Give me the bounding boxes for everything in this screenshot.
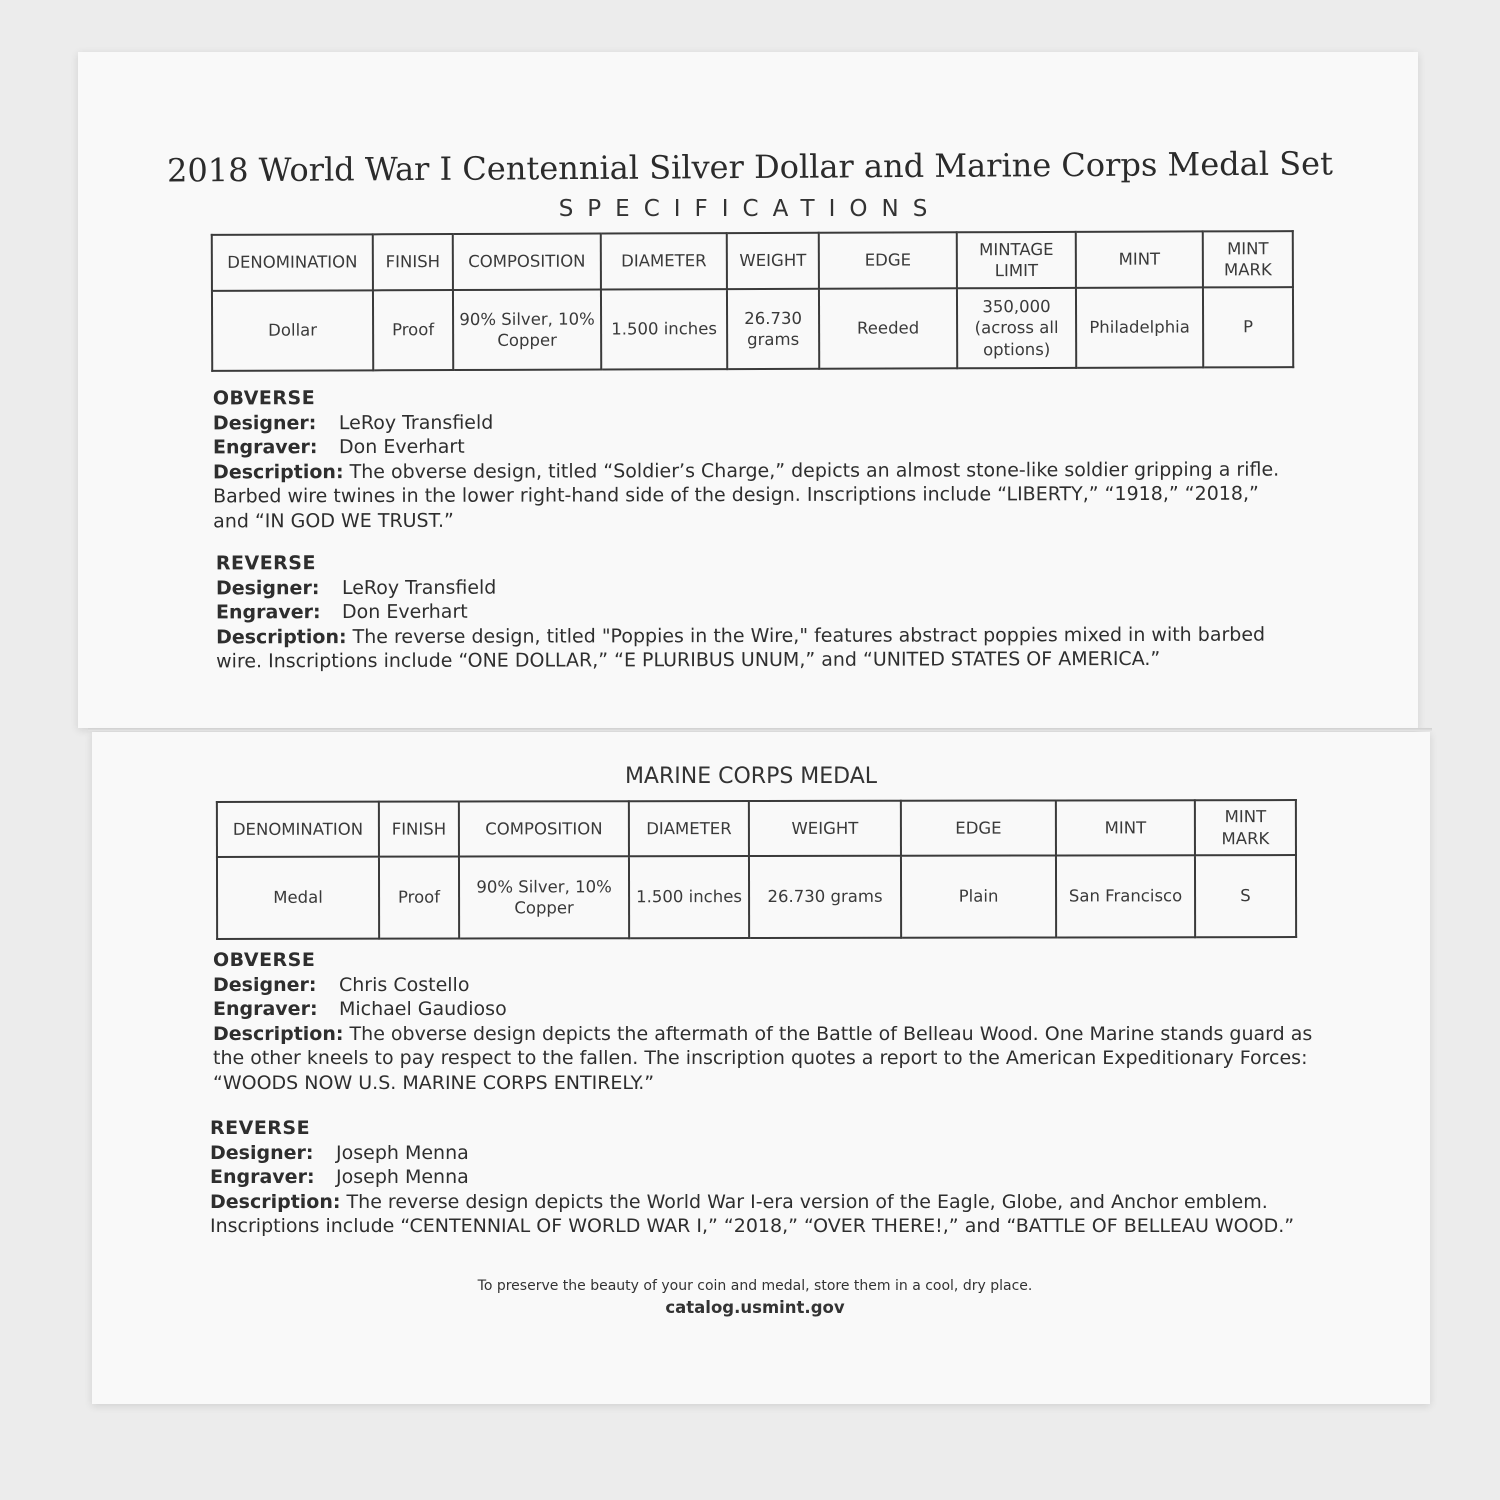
engraver-name: Joseph Menna <box>336 1166 469 1188</box>
header-cell: FINISH <box>379 802 459 857</box>
description <box>213 457 1293 533</box>
header-cell: COMPOSITION <box>453 234 601 291</box>
designer-name: Joseph Menna <box>336 1141 469 1164</box>
description-label: Description: <box>213 460 344 483</box>
value-cell: 90% Silver, 10% Copper <box>453 290 601 371</box>
value-cell: 1.500 inches <box>629 856 749 938</box>
header-cell: EDGE <box>819 232 957 288</box>
table-row <box>212 287 1293 371</box>
coin-reverse-section <box>216 549 1276 674</box>
document-title: 2018 World War I Centennial Silver Dollar and Marine Corps Medal Set <box>167 144 1333 190</box>
value-cell: 90% Silver, 10% Copper <box>459 856 629 938</box>
medal-obverse-section <box>213 948 1313 1095</box>
value-cell: 1.500 inches <box>601 289 727 369</box>
header-cell: EDGE <box>901 800 1056 855</box>
value-cell: Philadelphia <box>1076 287 1203 367</box>
care-note: To preserve the beauty of your coin and medal, store them in a cool, dry place. <box>477 1278 1033 1294</box>
header-cell: DENOMINATION <box>212 234 373 291</box>
section-heading: OBVERSE <box>213 949 316 971</box>
section-heading: OBVERSE <box>212 387 316 410</box>
header-cell: MINT <box>1056 800 1195 855</box>
description <box>213 1022 1313 1096</box>
header-cell: MINT MARK <box>1195 800 1296 855</box>
header-cell: COMPOSITION <box>459 801 629 856</box>
designer-name: LeRoy Transfield <box>341 576 497 599</box>
header-cell: DENOMINATION <box>217 802 379 857</box>
designer-row <box>213 973 1313 998</box>
designer-name: LeRoy Transfield <box>338 411 494 434</box>
fold-line <box>88 728 1432 731</box>
medal-reverse-section <box>210 1116 1310 1239</box>
designer-label: Designer: <box>212 411 317 434</box>
value-cell: 26.730 grams <box>727 289 819 369</box>
header-cell: WEIGHT <box>727 233 819 289</box>
value-cell: San Francisco <box>1056 855 1195 937</box>
designer-label: Designer: <box>210 1141 314 1164</box>
value-cell: Proof <box>373 290 453 370</box>
designer-name: Chris Costello <box>339 973 470 996</box>
header-cell: MINT MARK <box>1203 231 1293 287</box>
table-header-row <box>217 800 1296 857</box>
coin-obverse-section <box>213 384 1293 534</box>
medal-spec-table <box>216 799 1297 940</box>
section-heading: REVERSE <box>210 1117 311 1139</box>
engraver-label: Engraver: <box>215 601 321 624</box>
value-cell: Dollar <box>212 290 373 371</box>
value-cell: 350,000 (across all options) <box>957 288 1076 368</box>
engraver-name: Don Everhart <box>338 435 465 459</box>
value-cell: Proof <box>379 857 459 939</box>
table-header-row <box>212 231 1293 291</box>
engraver-label: Engraver: <box>213 998 318 1020</box>
value-cell: Reeded <box>819 288 957 368</box>
header-cell: DIAMETER <box>601 233 727 289</box>
designer-label: Designer: <box>215 576 320 599</box>
description <box>210 1190 1310 1239</box>
table-row <box>217 855 1296 939</box>
website-url: catalog.usmint.gov <box>665 1298 845 1317</box>
description-text: The reverse design depicts the World War I-era version of the Eagle, Globe, and Anchor emblem. Inscriptions include “CENTENNIAL OF WORLD WAR I,” “2018,” “OVER THERE!,” and “BATTLE OF BELLEAU WOOD.” <box>210 1190 1295 1237</box>
value-cell: Plain <box>901 855 1056 937</box>
designer-label: Designer: <box>213 973 317 996</box>
header-cell: FINISH <box>373 234 453 290</box>
engraver-label: Engraver: <box>212 436 318 459</box>
engraver-name: Michael Gaudioso <box>339 998 507 1020</box>
description-text: The obverse design depicts the aftermath of the Battle of Belleau Wood. One Marine stands guard as the other kneels to pay respect to the fallen. The inscription quotes a report to the American Expeditionary Forces: “WOODS NOW U.S. MARINE CORPS ENTIRELY.” <box>213 1022 1313 1094</box>
coin-spec-table <box>211 230 1294 372</box>
engraver-row <box>213 997 1313 1022</box>
header-cell: WEIGHT <box>749 801 901 856</box>
value-cell: P <box>1203 287 1293 367</box>
description-label: Description: <box>210 1190 341 1213</box>
section-heading: REVERSE <box>215 552 316 575</box>
description-text: The reverse design, titled "Poppies in the Wire," features abstract poppies mixed in with barbed wire. Inscriptions include “ONE DOLLAR,” “E PLURIBUS UNUM,” and “UNITED STATES OF AMERICA.” <box>216 623 1266 673</box>
description-text: The obverse design, titled “Soldier’s Charge,” depicts an almost stone-like soldier gripping a rifle. Barbed wire twines in the lower right-hand side of the design. Inscriptions include “LIBERTY,” “1918,” “2018,” and “IN GOD WE TRUST.” <box>213 458 1280 532</box>
designer-row <box>216 573 1276 600</box>
value-cell: Medal <box>217 857 379 939</box>
engraver-name: Don Everhart <box>341 600 468 624</box>
designer-row <box>213 408 1293 435</box>
description-label: Description: <box>213 1022 344 1045</box>
designer-row <box>210 1141 1310 1166</box>
header-cell: MINT <box>1076 231 1203 287</box>
specifications-heading: SPECIFICATIONS <box>558 196 942 222</box>
description <box>216 622 1276 674</box>
engraver-row <box>213 433 1293 460</box>
engraver-label: Engraver: <box>210 1166 315 1188</box>
header-cell: DIAMETER <box>629 801 749 856</box>
engraver-row <box>210 1165 1310 1190</box>
description-label: Description: <box>216 625 347 648</box>
value-cell: S <box>1195 855 1296 937</box>
header-cell: MINTAGE LIMIT <box>957 232 1076 288</box>
value-cell: 26.730 grams <box>749 856 901 938</box>
engraver-row <box>216 598 1276 625</box>
medal-section-title: MARINE CORPS MEDAL <box>624 764 878 789</box>
